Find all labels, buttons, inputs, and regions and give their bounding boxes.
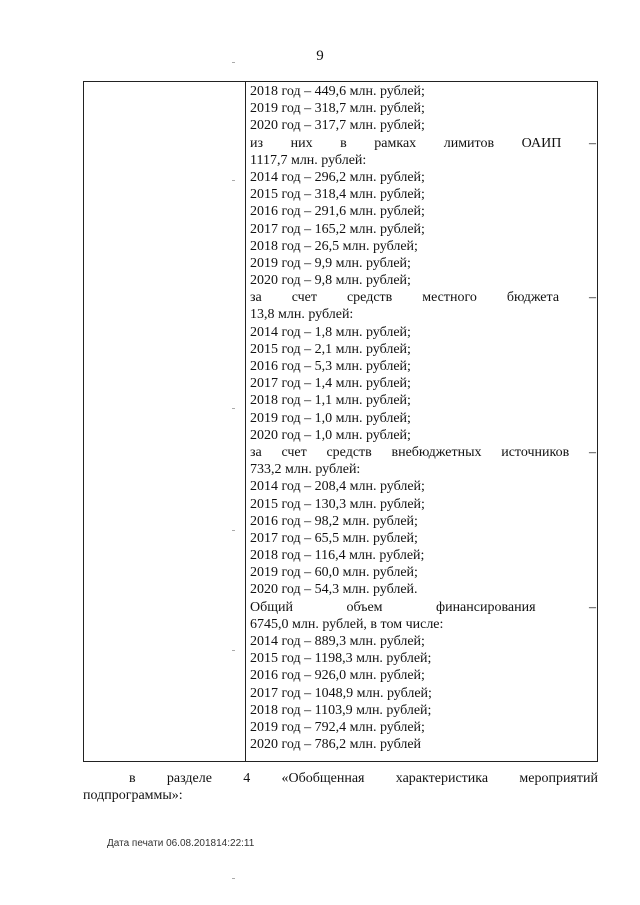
cell-line: 2017 год – 1048,9 млн. рублей; — [250, 685, 432, 701]
print-date-footer: Дата печати 06.08.201814:22:11 — [107, 838, 255, 849]
paragraph-word: характеристика — [395, 771, 489, 786]
cell-word: средств — [346, 290, 393, 306]
cell-word: них — [290, 135, 313, 151]
cell-word: за — [250, 290, 262, 306]
cell-line: 2020 год – 786,2 млн. рублей — [250, 737, 422, 753]
cell-line: 1117,7 млн. рублей: — [250, 152, 367, 168]
cell-line: 2018 год – 449,6 млн. рублей; — [250, 84, 425, 99]
cell-line-justified — [250, 444, 596, 461]
cell-line: 2015 год – 2,1 млн. рублей; — [250, 341, 411, 357]
cell-line: 2017 год – 1,4 млн. рублей; — [250, 376, 411, 392]
cell-word: – — [588, 444, 596, 460]
cell-line: 2018 год – 1,1 млн. рублей; — [250, 393, 411, 409]
paragraph-word: в — [129, 771, 136, 786]
cell-word: – — [588, 290, 596, 306]
scan-speck — [232, 650, 235, 651]
page-number: 9 — [316, 48, 324, 64]
cell-line: 2015 год – 130,3 млн. рублей; — [250, 496, 425, 512]
cell-line: 2016 год – 926,0 млн. рублей; — [250, 668, 425, 684]
cell-line: 6745,0 млн. рублей, в том числе: — [250, 616, 444, 632]
table-right-cell — [250, 83, 596, 753]
cell-line: 2017 год – 165,2 млн. рублей; — [250, 221, 425, 237]
cell-line: 2014 год – 208,4 млн. рублей; — [250, 479, 425, 495]
scan-speck — [232, 180, 235, 181]
column-divider — [245, 82, 246, 761]
cell-word: местного — [422, 290, 477, 306]
cell-word: счет — [281, 444, 307, 460]
cell-word: в — [340, 135, 347, 151]
cell-word: бюджета — [506, 290, 560, 306]
scan-speck — [232, 530, 235, 531]
body-paragraph — [83, 770, 598, 804]
cell-line: 2016 год – 291,6 млн. рублей; — [250, 204, 425, 220]
paragraph-line-1 — [83, 770, 598, 787]
cell-word: внебюджетных — [391, 444, 482, 460]
cell-line: 2015 год – 1198,3 млн. рублей; — [250, 651, 432, 667]
cell-line: 13,8 млн. рублей: — [250, 307, 354, 323]
cell-line: 2019 год – 318,7 млн. рублей; — [250, 101, 425, 117]
cell-line: 2018 год – 116,4 млн. рублей; — [250, 548, 425, 564]
cell-line: 2020 год – 9,8 млн. рублей; — [250, 273, 411, 289]
cell-line: 2018 год – 26,5 млн. рублей; — [250, 238, 418, 254]
cell-line: 2018 год – 1103,9 млн. рублей; — [250, 702, 432, 718]
cell-line: 2019 год – 9,9 млн. рублей; — [250, 255, 411, 271]
cell-line-justified — [250, 599, 596, 616]
cell-word: финансирования — [436, 599, 536, 615]
cell-line: 2020 год – 54,3 млн. рублей. — [250, 582, 418, 598]
cell-line: 733,2 млн. рублей: — [250, 462, 361, 478]
cell-word: – — [588, 599, 596, 615]
scan-speck — [232, 408, 235, 409]
paragraph-line-2: подпрограммы»: — [83, 788, 183, 804]
cell-line: 2014 год – 889,3 млн. рублей; — [250, 634, 425, 649]
scan-speck — [232, 878, 235, 879]
cell-word: рамках — [374, 135, 417, 151]
cell-word: – — [588, 135, 596, 151]
cell-line: 2020 год – 317,7 млн. рублей; — [250, 118, 425, 134]
cell-word: счет — [291, 290, 318, 306]
cell-word: Общий — [250, 599, 293, 615]
paragraph-word: разделе — [166, 771, 212, 786]
paragraph-word: мероприятий — [519, 771, 598, 786]
cell-line: 2020 год – 1,0 млн. рублей; — [250, 427, 411, 443]
cell-word: из — [250, 135, 264, 151]
scan-speck — [232, 62, 235, 63]
cell-line: 2019 год – 792,4 млн. рублей; — [250, 719, 425, 735]
cell-line-justified — [250, 135, 596, 152]
cell-word: ОАИП — [521, 135, 562, 151]
cell-word: источников — [501, 444, 570, 460]
cell-line: 2019 год – 1,0 млн. рублей; — [250, 410, 411, 426]
paragraph-word: «Обобщенная — [281, 771, 365, 786]
cell-line: 2015 год – 318,4 млн. рублей; — [250, 187, 425, 203]
cell-line: 2016 год – 98,2 млн. рублей; — [250, 513, 418, 529]
cell-word: объем — [346, 599, 383, 615]
cell-word: лимитов — [443, 135, 495, 151]
cell-line-justified — [250, 289, 596, 306]
paragraph-word: 4 — [243, 771, 251, 786]
cell-line: 2019 год – 60,0 млн. рублей; — [250, 565, 418, 581]
cell-line: 2014 год – 1,8 млн. рублей; — [250, 324, 411, 340]
cell-word: за — [250, 444, 262, 460]
cell-line: 2017 год – 65,5 млн. рублей; — [250, 530, 418, 546]
cell-line: 2014 год – 296,2 млн. рублей; — [250, 169, 425, 185]
cell-line: 2016 год – 5,3 млн. рублей; — [250, 359, 411, 374]
cell-word: средств — [326, 444, 372, 460]
